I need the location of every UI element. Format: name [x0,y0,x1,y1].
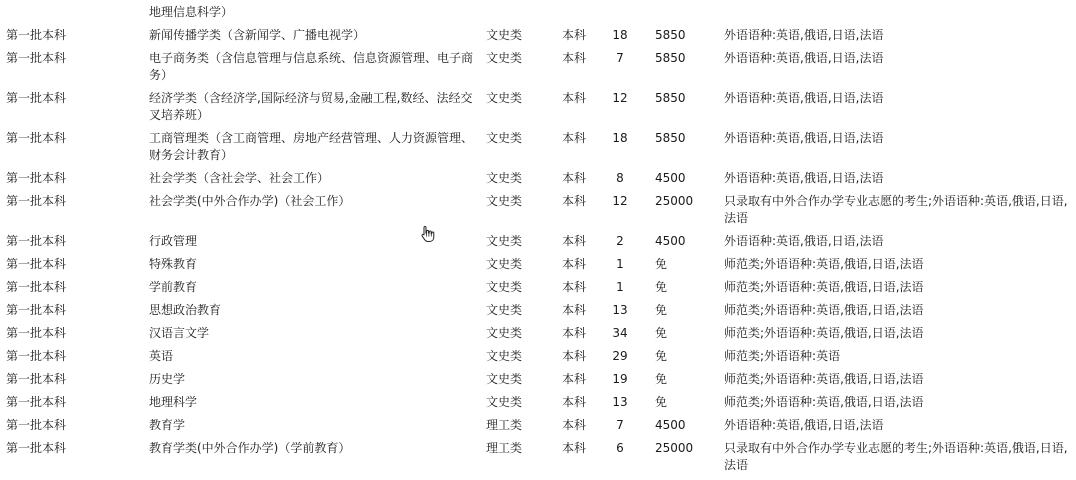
category-cell: 文史类 [486,234,523,248]
category-cell: 文史类 [486,326,523,340]
level-cell: 本科 [562,194,587,208]
fee-cell: 4500 [655,234,686,248]
hand-pointer-icon [418,224,438,244]
table-row [0,394,1076,417]
continued-major-text: 地理信息科学） [149,5,234,19]
notes-cell: 只录取有中外合作办学专业志愿的考生;外语语种:英语,俄语,日语,法语 [724,194,1068,225]
count-cell: 18 [612,28,628,42]
table-row [0,50,1076,90]
batch-cell: 第一批本科 [6,441,67,455]
notes-cell: 师范类;外语语种:英语,俄语,日语,法语 [724,395,924,409]
count-cell: 7 [616,51,624,65]
level-cell: 本科 [562,234,587,248]
batch-cell: 第一批本科 [6,349,67,363]
category-cell: 文史类 [486,303,523,317]
table-row [0,348,1076,371]
fee-cell: 5850 [655,51,686,65]
count-cell: 7 [616,418,624,432]
major-cell: 汉语言文学 [149,326,210,340]
level-cell: 本科 [562,257,587,271]
category-cell: 理工类 [486,418,523,432]
batch-cell: 第一批本科 [6,257,67,271]
major-cell: 经济学类（含经济学,国际经济与贸易,金融工程,数经、法经交叉培养班） [149,91,473,122]
fee-cell: 5850 [655,131,686,145]
count-cell: 1 [616,280,624,294]
count-cell: 6 [616,441,624,455]
notes-cell: 外语语种:英语,俄语,日语,法语 [724,51,884,65]
category-cell: 文史类 [486,395,523,409]
notes-cell: 师范类;外语语种:英语,俄语,日语,法语 [724,257,924,271]
fee-cell: 免 [655,303,668,317]
batch-cell: 第一批本科 [6,51,67,65]
batch-cell: 第一批本科 [6,326,67,340]
fee-cell: 5850 [655,28,686,42]
batch-cell: 第一批本科 [6,91,67,105]
notes-cell: 只录取有中外合作办学专业志愿的考生;外语语种:英语,俄语,日语,法语 [724,441,1068,472]
major-cell: 学前教育 [149,280,198,294]
major-cell: 英语 [149,349,174,363]
batch-cell: 第一批本科 [6,28,67,42]
batch-cell: 第一批本科 [6,418,67,432]
category-cell: 文史类 [486,194,523,208]
level-cell: 本科 [562,280,587,294]
category-cell: 文史类 [486,257,523,271]
count-cell: 19 [612,372,628,386]
batch-cell: 第一批本科 [6,372,67,386]
count-cell: 12 [612,194,628,208]
table-row [0,371,1076,394]
batch-cell: 第一批本科 [6,234,67,248]
count-cell: 8 [616,171,624,185]
notes-cell: 外语语种:英语,俄语,日语,法语 [724,28,884,42]
category-cell: 文史类 [486,349,523,363]
notes-cell: 师范类;外语语种:英语,俄语,日语,法语 [724,280,924,294]
level-cell: 本科 [562,28,587,42]
notes-cell: 外语语种:英语,俄语,日语,法语 [724,131,884,145]
category-cell: 文史类 [486,51,523,65]
batch-cell: 第一批本科 [6,171,67,185]
count-cell: 13 [612,395,628,409]
table-row [0,90,1076,130]
major-cell: 教育学 [149,418,186,432]
level-cell: 本科 [562,349,587,363]
table-row [0,233,1076,256]
level-cell: 本科 [562,303,587,317]
count-cell: 29 [612,349,628,363]
level-cell: 本科 [562,91,587,105]
fee-cell: 免 [655,372,668,386]
notes-cell: 外语语种:英语,俄语,日语,法语 [724,418,884,432]
major-cell: 历史学 [149,372,186,386]
count-cell: 13 [612,303,628,317]
major-cell: 新闻传播学类（含新闻学、广播电视学） [149,28,366,42]
notes-cell: 外语语种:英语,俄语,日语,法语 [724,91,884,105]
batch-cell: 第一批本科 [6,280,67,294]
major-cell: 特殊教育 [149,257,198,271]
table-row [0,302,1076,325]
notes-cell: 外语语种:英语,俄语,日语,法语 [724,234,884,248]
table-row [0,440,1076,480]
major-cell: 电子商务类（含信息管理与信息系统、信息资源管理、电子商务） [149,51,474,82]
count-cell: 34 [612,326,628,340]
level-cell: 本科 [562,418,587,432]
count-cell: 1 [616,257,624,271]
category-cell: 文史类 [486,91,523,105]
table-row [0,193,1076,233]
table-row [0,170,1076,193]
notes-cell: 师范类;外语语种:英语 [724,349,841,363]
category-cell: 文史类 [486,171,523,185]
fee-cell: 免 [655,349,668,363]
table-row [0,325,1076,348]
batch-cell: 第一批本科 [6,131,67,145]
category-cell: 文史类 [486,28,523,42]
batch-cell: 第一批本科 [6,194,67,208]
major-cell: 社会学类（含社会学、社会工作） [149,171,330,185]
level-cell: 本科 [562,395,587,409]
notes-cell: 师范类;外语语种:英语,俄语,日语,法语 [724,326,924,340]
level-cell: 本科 [562,131,587,145]
notes-cell: 师范类;外语语种:英语,俄语,日语,法语 [724,372,924,386]
fee-cell: 4500 [655,418,686,432]
batch-cell: 第一批本科 [6,303,67,317]
category-cell: 理工类 [486,441,523,455]
notes-cell: 师范类;外语语种:英语,俄语,日语,法语 [724,303,924,317]
fee-cell: 免 [655,257,668,271]
major-cell: 地理科学 [149,395,198,409]
notes-cell: 外语语种:英语,俄语,日语,法语 [724,171,884,185]
fee-cell: 25000 [655,441,694,455]
level-cell: 本科 [562,326,587,340]
table-row [0,27,1076,50]
major-cell: 思想政治教育 [149,303,222,317]
major-cell: 行政管理 [149,234,198,248]
batch-cell: 第一批本科 [6,395,67,409]
fee-cell: 免 [655,326,668,340]
table-row [0,279,1076,302]
major-cell: 教育学类(中外合作办学)（学前教育） [149,441,351,455]
category-cell: 文史类 [486,372,523,386]
fee-cell: 免 [655,395,668,409]
category-cell: 文史类 [486,280,523,294]
table-row [0,417,1076,440]
count-cell: 2 [616,234,624,248]
level-cell: 本科 [562,441,587,455]
table-body [0,27,1076,480]
fee-cell: 5850 [655,91,686,105]
level-cell: 本科 [562,51,587,65]
fee-cell: 25000 [655,194,694,208]
major-cell: 社会学类(中外合作办学)（社会工作） [149,194,351,208]
category-cell: 文史类 [486,131,523,145]
fee-cell: 免 [655,280,668,294]
level-cell: 本科 [562,171,587,185]
table-row [0,130,1076,170]
level-cell: 本科 [562,372,587,386]
count-cell: 18 [612,131,628,145]
count-cell: 12 [612,91,628,105]
major-cell: 工商管理类（含工商管理、房地产经营管理、人力资源管理、财务会计教育） [149,131,474,162]
table-row [0,256,1076,279]
fee-cell: 4500 [655,171,686,185]
